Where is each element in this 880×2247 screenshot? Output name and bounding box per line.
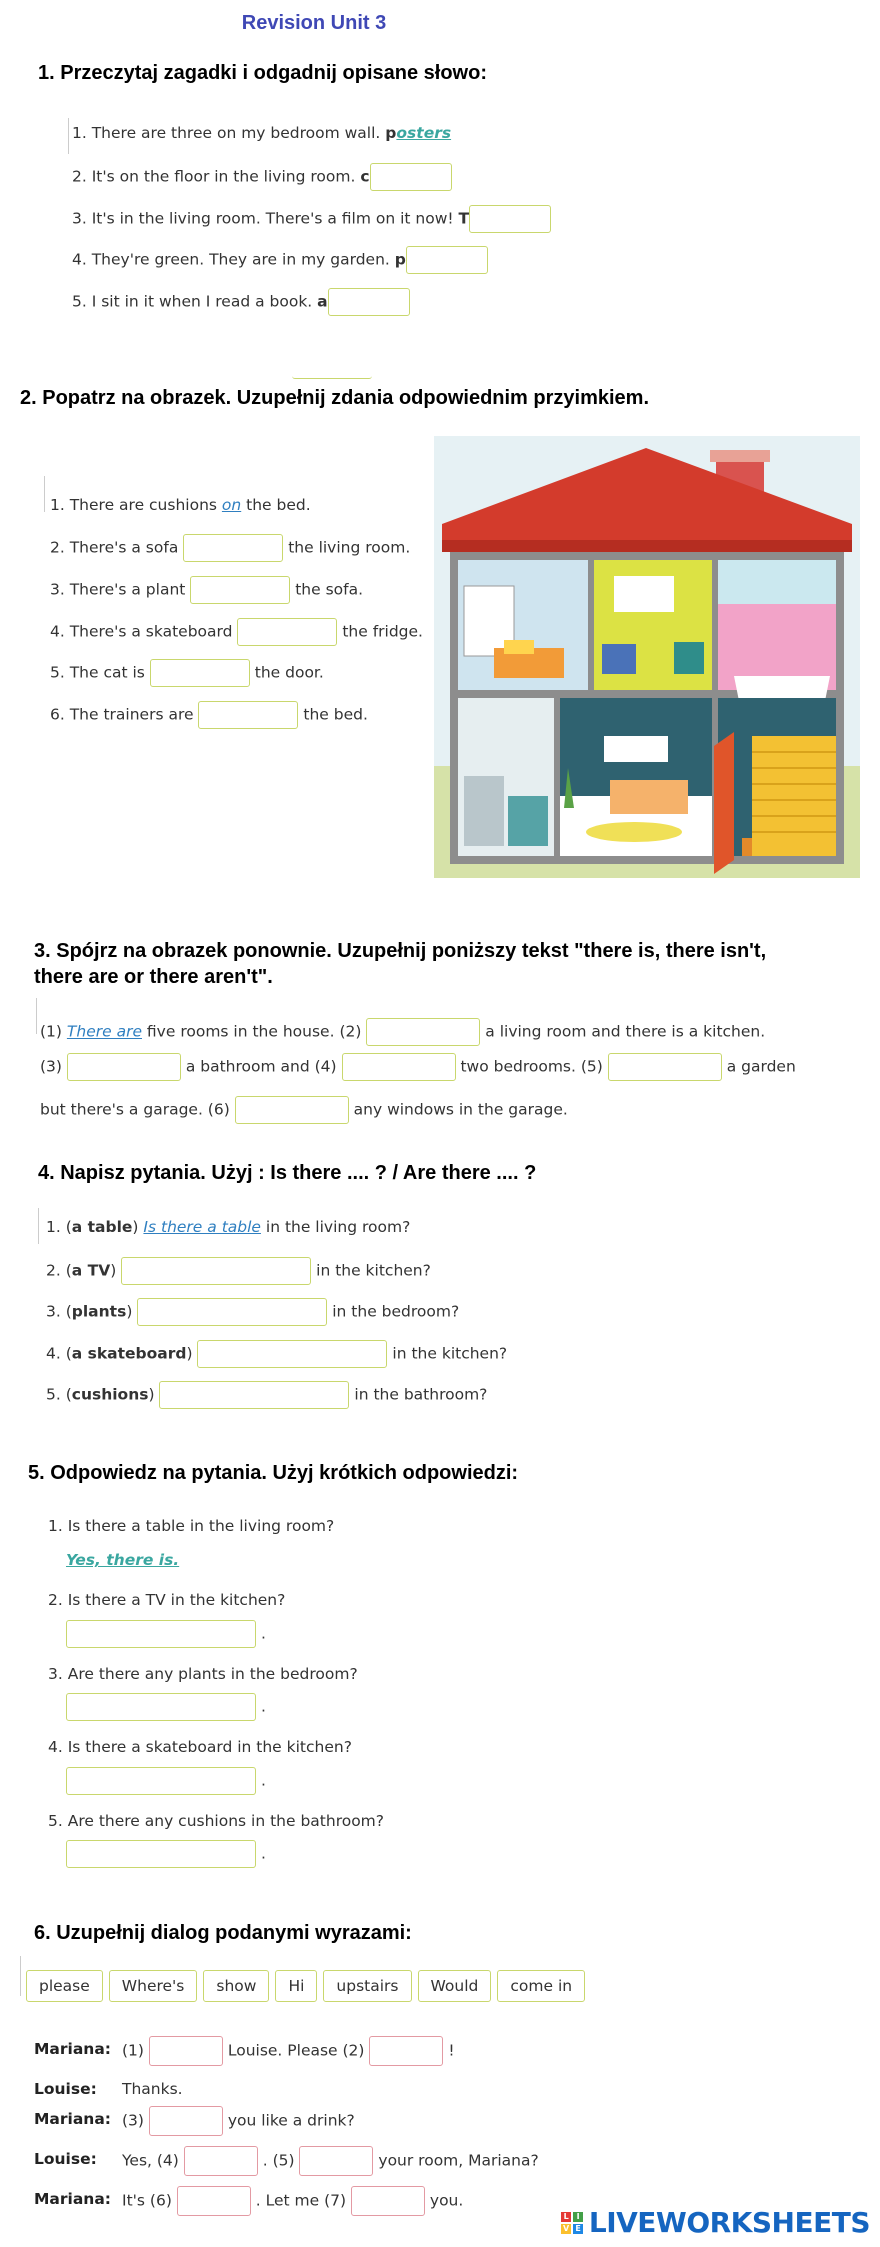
word-chip-show[interactable]: show: [203, 1970, 269, 2002]
s1-answer-1: osters: [396, 124, 452, 142]
s5-answer-1: Yes, there is.: [66, 1551, 180, 1569]
s3-input-2[interactable]: [366, 1018, 480, 1046]
s4-input-3[interactable]: [137, 1298, 327, 1326]
s2-input-4[interactable]: [237, 618, 337, 646]
section-3-heading-1: 3. Spójrz na obrazek ponownie. Uzupełnij poniższy tekst "there is, there isn't,: [34, 940, 767, 962]
s4-line-1: 1. (a table) Is there a table in the living room?: [46, 1218, 411, 1236]
s2-input-3[interactable]: [190, 576, 290, 604]
s5-answer-row-4: .: [66, 1767, 266, 1795]
speaker-louise-2: Louise:: [34, 2150, 97, 2168]
s4-input-2[interactable]: [121, 1257, 311, 1285]
s2-line-1: 1. There are cushions on the bed.: [50, 496, 311, 514]
s5-input-3[interactable]: [66, 1693, 256, 1721]
s2-line-6: 6. The trainers are the bed.: [50, 701, 368, 729]
s1-item-5: 5. I sit in it when I read a book. a: [72, 288, 410, 316]
s3-input-6[interactable]: [235, 1096, 349, 1124]
dialog-line-2: Thanks.: [122, 2080, 183, 2098]
s3-input-4[interactable]: [342, 1053, 456, 1081]
s5-question-3: 3. Are there any plants in the bedroom?: [48, 1665, 358, 1683]
s1-input-5[interactable]: [328, 288, 410, 316]
word-chip-wheres[interactable]: Where's: [109, 1970, 198, 2002]
dialog-input-2[interactable]: [369, 2036, 443, 2066]
dialog-input-5[interactable]: [299, 2146, 373, 2176]
s1-item-3: 3. It's in the living room. There's a film on it now! T: [72, 205, 551, 233]
dialog-input-6[interactable]: [177, 2186, 251, 2216]
s5-question-5: 5. Are there any cushions in the bathroom?: [48, 1812, 385, 1830]
s3-line-1: (1) There are five rooms in the house. (2) a living room and there is a kitchen.: [40, 1018, 765, 1046]
section-4-heading: 4. Napisz pytania. Użyj : Is there .... ? / Are there .... ?: [38, 1162, 537, 1184]
section-1-heading: 1. Przeczytaj zagadki i odgadnij opisane słowo:: [38, 62, 487, 84]
dialog-line-3: (3) you like a drink?: [122, 2106, 355, 2136]
s2-input-6[interactable]: [198, 701, 298, 729]
s4-line-2: 2. (a TV) in the kitchen?: [46, 1257, 431, 1285]
dialog-line-5: It's (6) . Let me (7) you.: [122, 2186, 463, 2216]
s2-line-2: 2. There's a sofa the living room.: [50, 534, 410, 562]
liveworksheets-logo: L I V E LIVEWORKSHEETS: [561, 2206, 870, 2239]
s3-input-5[interactable]: [608, 1053, 722, 1081]
logo-icon: L I V E: [561, 2212, 585, 2236]
s1-item-2: 2. It's on the floor in the living room. c: [72, 163, 452, 191]
s4-line-4: 4. (a skateboard) in the kitchen?: [46, 1340, 507, 1368]
s1-item-4: 4. They're green. They are in my garden. p: [72, 246, 488, 274]
s4-answer-1: Is there a table: [143, 1218, 261, 1236]
s4-line-3: 3. (plants) in the bedroom?: [46, 1298, 459, 1326]
section-6-heading: 6. Uzupełnij dialog podanymi wyrazami:: [34, 1922, 412, 1944]
house-illustration: [434, 436, 860, 878]
s4-input-4[interactable]: [197, 1340, 387, 1368]
word-chip-please[interactable]: please: [26, 1970, 103, 2002]
word-chip-come-in[interactable]: come in: [497, 1970, 585, 2002]
word-chip-hi[interactable]: Hi: [275, 1970, 317, 2002]
s1-item-1: 1. There are three on my bedroom wall. posters: [72, 124, 452, 142]
s3-answer-1: There are: [66, 1022, 142, 1041]
dialog-input-1[interactable]: [149, 2036, 223, 2066]
s3-input-3[interactable]: [67, 1053, 181, 1081]
s5-answer-row-3: .: [66, 1693, 266, 1721]
s1-input-2[interactable]: [370, 163, 452, 191]
section-3-heading-2: there are or there aren't".: [34, 966, 273, 988]
s4-input-5[interactable]: [159, 1381, 349, 1409]
s5-input-4[interactable]: [66, 1767, 256, 1795]
word-chip-upstairs[interactable]: upstairs: [323, 1970, 411, 2002]
s5-input-2[interactable]: [66, 1620, 256, 1648]
speaker-mariana-2: Mariana:: [34, 2110, 111, 2128]
s2-input-5[interactable]: [150, 659, 250, 687]
s2-line-5: 5. The cat is the door.: [50, 659, 324, 687]
s5-answer-row-5: .: [66, 1840, 266, 1868]
dialog-input-4[interactable]: [184, 2146, 258, 2176]
s4-line-5: 5. (cushions) in the bathroom?: [46, 1381, 487, 1409]
s5-answer-row-2: .: [66, 1620, 266, 1648]
s2-line-3: 3. There's a plant the sofa.: [50, 576, 363, 604]
s3-line-2: (3) a bathroom and (4) two bedrooms. (5) a garden: [40, 1053, 796, 1081]
s1-input-4[interactable]: [406, 246, 488, 274]
dialog-line-4: Yes, (4) . (5) your room, Mariana?: [122, 2146, 539, 2176]
speaker-mariana-1: Mariana:: [34, 2040, 111, 2058]
s2-input-2[interactable]: [183, 534, 283, 562]
speaker-mariana-3: Mariana:: [34, 2190, 111, 2208]
s5-input-5[interactable]: [66, 1840, 256, 1868]
dialog-input-3[interactable]: [149, 2106, 223, 2136]
s5-question-4: 4. Is there a skateboard in the kitchen?: [48, 1738, 352, 1756]
word-bank: [26, 1970, 591, 2002]
worksheet-title: Revision Unit 3: [241, 12, 387, 34]
dialog-line-1: (1) Louise. Please (2) !: [122, 2036, 455, 2066]
s2-answer-1: on: [221, 496, 242, 514]
s3-line-3: but there's a garage. (6) any windows in the garage.: [40, 1096, 568, 1124]
speaker-louise-1: Louise:: [34, 2080, 97, 2098]
s1-input-3[interactable]: [469, 205, 551, 233]
dialog-input-7[interactable]: [351, 2186, 425, 2216]
word-chip-would[interactable]: Would: [418, 1970, 492, 2002]
section-5-heading: 5. Odpowiedz na pytania. Użyj krótkich odpowiedzi:: [28, 1462, 519, 1484]
s2-line-4: 4. There's a skateboard the fridge.: [50, 618, 423, 646]
section-2-heading: 2. Popatrz na obrazek. Uzupełnij zdania odpowiednim przyimkiem.: [20, 387, 650, 409]
s5-question-1: 1. Is there a table in the living room?: [48, 1517, 335, 1535]
s5-question-2: 2. Is there a TV in the kitchen?: [48, 1591, 286, 1609]
